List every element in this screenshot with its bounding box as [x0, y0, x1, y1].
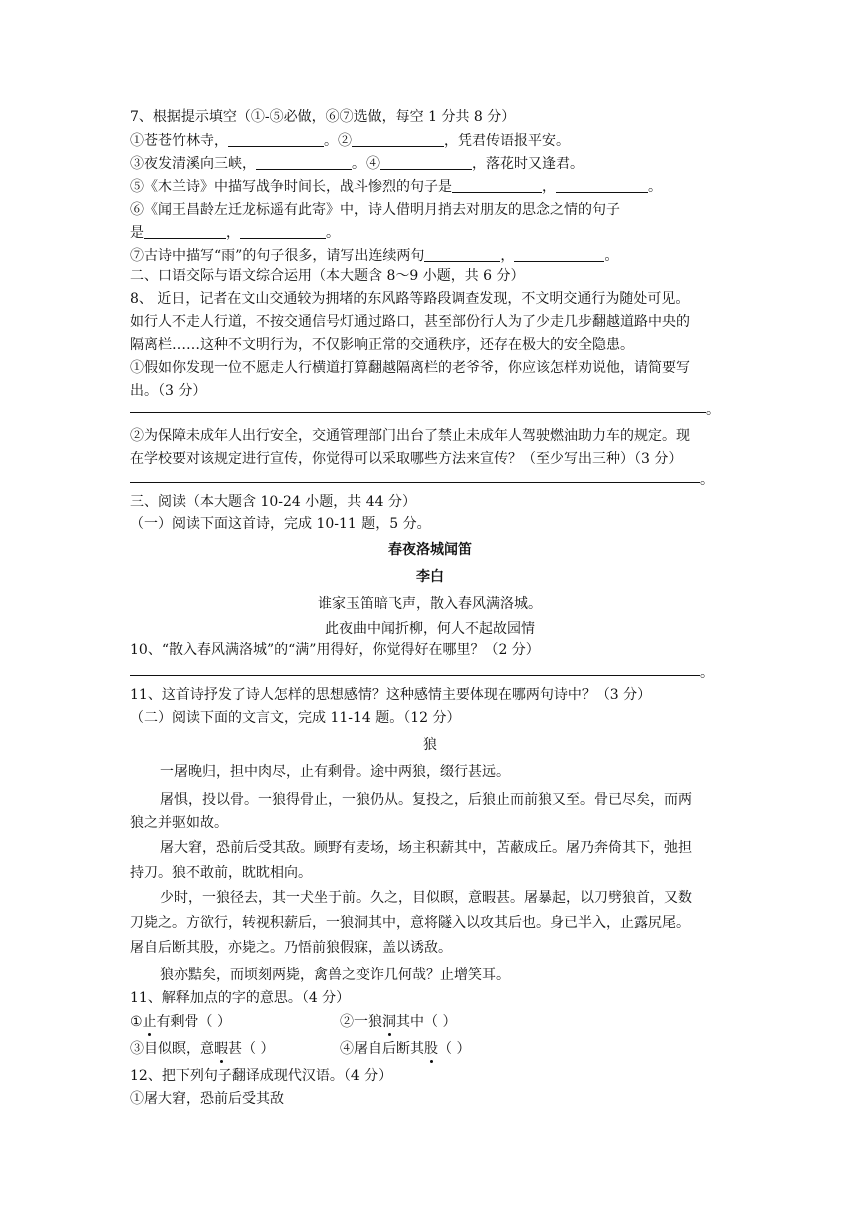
- q7-line-4: ⑥《闻王昌龄左迁龙标遥有此寄》中，诗人借明月捎去对朋友的思念之情的句子: [130, 202, 620, 218]
- q7-text: ，: [226, 225, 240, 241]
- q7-text: ，落花时又逢君。: [472, 156, 584, 172]
- q7-line-5: [130, 223, 340, 243]
- vocab-text: ③目似瞑，意: [130, 1041, 214, 1057]
- text-paragraph: 屠大窘，恐前后受其敌。顾野有麦场，场主积薪其中，苫蔽成丘。屠乃奔倚其下，弛担: [160, 840, 692, 856]
- vocab-text: 甚（ ）: [228, 1041, 275, 1057]
- answer-end-mark: 。: [700, 665, 714, 681]
- text-paragraph: 狼之并驱如故。: [130, 815, 228, 831]
- dotted-char: 股: [424, 1041, 438, 1057]
- q8-paragraph: 8、 近日，记者在文山交通较为拥堵的东风路等路段调查发现，不文明交通行为随处可见。: [130, 291, 690, 307]
- vocab-text: ②一狼: [340, 1014, 382, 1030]
- q8-sub-1: 出。（3 分）: [130, 383, 207, 399]
- q11-vocab-title: 11、解释加点的字的意思。（4 分）: [130, 990, 351, 1006]
- q8-paragraph: 隔离栏……这种不文明行为，不仅影响正常的交通秩序，还存在极大的安全隐患。: [130, 337, 634, 353]
- text-paragraph: 持刀。狼不敢前，眈眈相向。: [130, 865, 312, 881]
- fill-blank[interactable]: [452, 178, 542, 193]
- q8-sub-2: 在学校要对该规定进行宣传，你觉得可以采取哪些方法来宣传？（至少写出三种）（3 分）: [130, 451, 683, 467]
- q8-paragraph: 如行人不走人行道，不按交通信号灯通过路口，甚至部份行人为了少走几步翻越道路中央的: [130, 314, 690, 330]
- answer-end-mark: 。: [700, 472, 714, 488]
- vocab-text: ④屠自后断其: [340, 1041, 424, 1057]
- fill-blank[interactable]: [144, 224, 226, 239]
- section-2-heading: 二、口语交际与语文综合运用（本大题含 8～9 小题，共 6 分）: [130, 268, 525, 284]
- q7-line-6: [130, 246, 618, 266]
- q7-text: ⑤《木兰诗》中描写战争时间长，战斗惨烈的句子是: [130, 179, 452, 195]
- q10-prompt: 10、“散入春风满洛城”的“满”用得好，你觉得好在哪里？（2 分）: [130, 642, 540, 658]
- vocab-text: ①: [130, 1014, 143, 1030]
- text-paragraph: 屠惧，投以骨。一狼得骨止，一狼仍从。复投之，后狼止而前狼又至。骨已尽矣，而两: [160, 792, 692, 808]
- poem-line: 此夜曲中闻折柳，何人不起故园情: [325, 621, 535, 637]
- q12-title: 12、把下列句子翻译成现代汉语。（4 分）: [130, 1068, 393, 1084]
- q8-sub-1: ①假如你发现一位不愿走人行横道打算翻越隔离栏的老爷爷，你应该怎样劝说他，请简要写: [130, 360, 690, 376]
- reading-part-2: （二）阅读下面的文言文，完成 11-14 题。（12 分）: [130, 710, 461, 726]
- section-3-heading: 三、阅读（本大题含 10-24 小题，共 44 分）: [130, 494, 416, 510]
- text-paragraph: 一屠晚归，担中肉尽，止有剩骨。途中两狼，缀行甚远。: [160, 764, 510, 780]
- poem-line: 谁家玉笛暗飞声，散入春风满洛城。: [318, 596, 542, 612]
- poem-title: 春夜洛城闻笛: [388, 542, 472, 558]
- reading-part-1: （一）阅读下面这首诗，完成 10-11 题，5 分。: [130, 516, 431, 532]
- poem-author: 李白: [416, 569, 444, 585]
- q11-prompt: 11、这首诗抒发了诗人怎样的思想感情？这种感情主要体现在哪两句诗中？（3 分）: [130, 687, 652, 703]
- fill-blank[interactable]: [240, 224, 326, 239]
- vocab-text: 有剩骨（ ）: [156, 1014, 232, 1030]
- q7-text: ⑦古诗中描写“雨”的句子很多，请写出连续两句: [130, 248, 425, 264]
- vocab-item: [130, 1039, 274, 1059]
- q7-text: ①苍苍竹林寺，: [130, 133, 228, 149]
- q7-text: ③夜发清溪向三峡，: [130, 156, 256, 172]
- dotted-char: 洞: [382, 1014, 396, 1030]
- q7-text: ，: [500, 248, 515, 264]
- q12-sentence: ①屠大窘，恐前后受其敌: [130, 1091, 284, 1107]
- q7-text: 是: [130, 225, 144, 241]
- vocab-text: （ ）: [438, 1041, 471, 1057]
- text-title: 狼: [423, 737, 437, 753]
- q7-text: 。②: [324, 133, 352, 149]
- answer-end-mark: 。: [706, 402, 720, 418]
- fill-blank[interactable]: [352, 132, 444, 147]
- q7-line-3: [130, 177, 662, 197]
- q7-text: 。④: [352, 156, 380, 172]
- fill-blank[interactable]: [424, 247, 500, 262]
- text-paragraph: 少时，一狼径去，其一犬坐于前。久之，目似瞑，意暇甚。屠暴起，以刀劈狼首，又数: [160, 890, 692, 906]
- fill-blank[interactable]: [256, 155, 352, 170]
- dotted-char: 止: [142, 1014, 157, 1030]
- vocab-text: 其中（ ）: [396, 1014, 457, 1030]
- q7-text: 。: [648, 179, 662, 195]
- fill-blank[interactable]: [556, 178, 648, 193]
- vocab-item: [340, 1039, 470, 1059]
- answer-line[interactable]: [130, 675, 700, 676]
- fill-blank[interactable]: [380, 155, 472, 170]
- fill-blank[interactable]: [228, 132, 324, 147]
- q7-text: ，: [542, 179, 556, 195]
- answer-line[interactable]: [130, 412, 706, 413]
- dotted-char: 暇: [214, 1041, 228, 1057]
- vocab-item: [130, 1012, 231, 1032]
- q8-sub-2: ②为保障未成年人出行安全，交通管理部门出台了禁止未成年人驾驶燃油助力车的规定。现: [130, 428, 690, 444]
- q7-text: 。: [604, 248, 619, 264]
- text-paragraph: 屠自后断其股，亦毙之。乃悟前狼假寐，盖以诱敌。: [130, 940, 452, 956]
- text-paragraph: 狼亦黠矣，而顷刻两毙，禽兽之变诈几何哉？止增笑耳。: [160, 967, 510, 983]
- q7-line-2: [130, 154, 584, 174]
- q7-text: ，凭君传语报平安。: [444, 133, 570, 149]
- text-paragraph: 刀毙之。方欲行，转视积薪后，一狼洞其中，意将隧入以攻其后也。身已半入，止露尻尾。: [130, 915, 690, 931]
- q7-title: 7、根据提示填空（①-⑤必做，⑥⑦选做，每空 1 分共 8 分）: [130, 109, 516, 125]
- vocab-item: [340, 1012, 456, 1032]
- q7-text: 。: [326, 225, 340, 241]
- fill-blank[interactable]: [514, 247, 604, 262]
- q7-line-1: [130, 131, 570, 151]
- answer-line[interactable]: [130, 482, 700, 483]
